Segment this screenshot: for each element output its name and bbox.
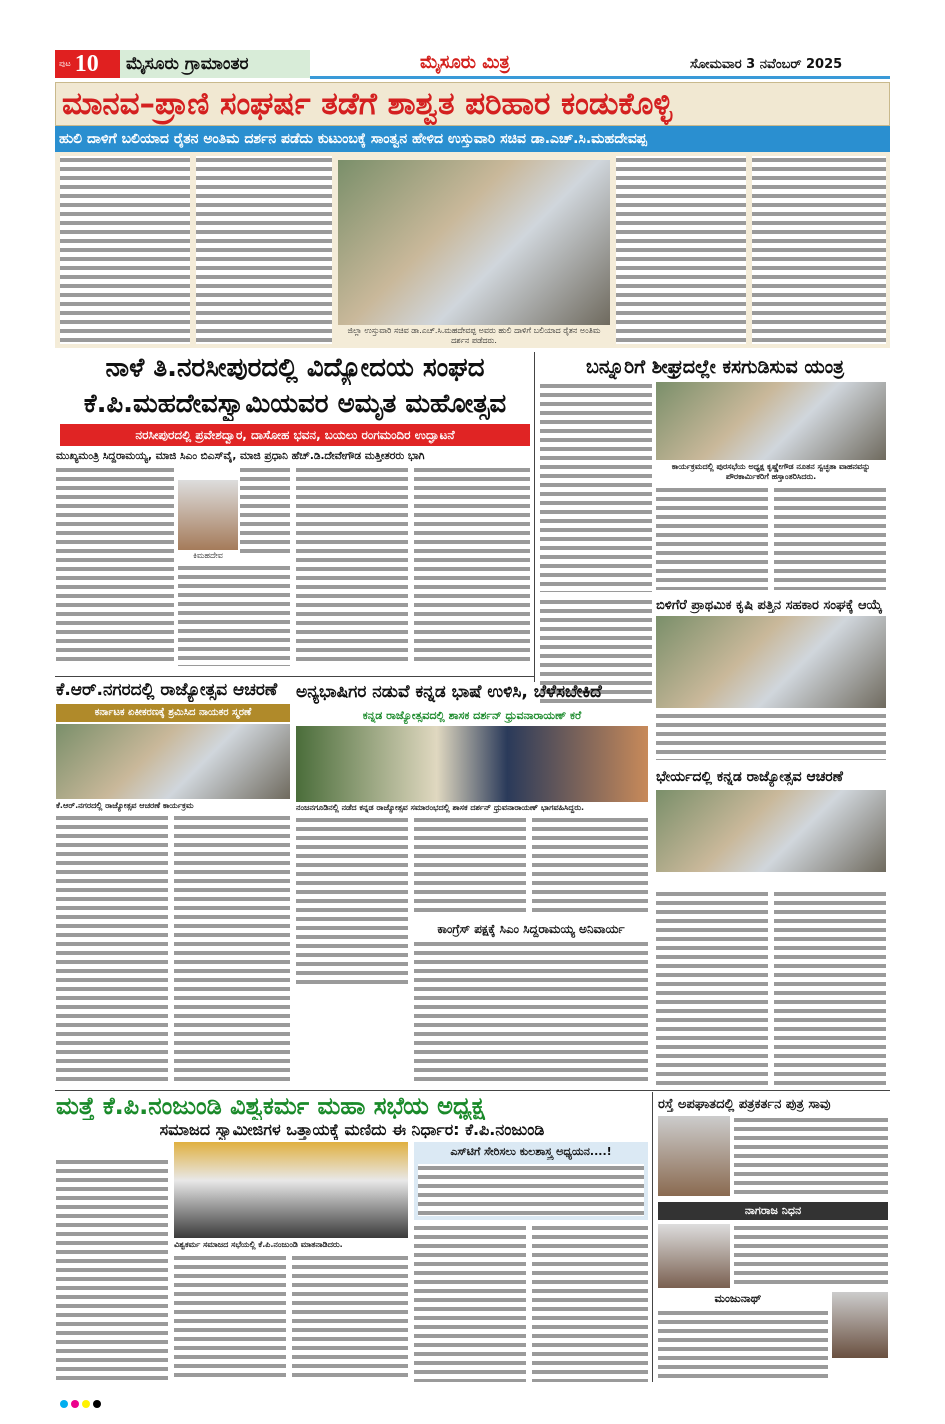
story9-col-5 xyxy=(532,1224,648,1382)
obit2-headline: ಮಂಜುನಾಥ್ xyxy=(714,1292,762,1305)
story6-col-2 xyxy=(414,816,526,916)
story6-headline: ಅನ್ಯಭಾಷಿಗರ ನಡುವೆ ಕನ್ನಡ ಭಾಷೆ ಉಳಿಸಿ, ಬೆಳೆಸಬೇಕಿದೆ xyxy=(296,682,602,702)
story6-col-1 xyxy=(296,816,408,986)
story3-col-1 xyxy=(540,382,652,592)
obit1-portrait xyxy=(658,1224,730,1288)
story6-subheadline: ಕನ್ನಡ ರಾಜ್ಯೋತ್ಸವದಲ್ಲಿ ಶಾಸಕ ದರ್ಶನ್ ಧ್ರುವನಾರಾಯಣ್ ಕರೆ xyxy=(362,709,582,722)
divider xyxy=(55,676,535,677)
obit1-body xyxy=(734,1224,888,1288)
divider xyxy=(534,352,535,682)
lead-col-4 xyxy=(616,156,746,344)
story7-col-1 xyxy=(656,890,768,1086)
story6-caption: ನಂಜನಗೂಡಿನಲ್ಲಿ ನಡೆದ ಕನ್ನಡ ರಾಜ್ಯೋತ್ಸವ ಸಮಾರಂಭದಲ್ಲಿ ಶಾಸಕ ದರ್ಶನ್ ಧ್ರುವನಾರಾಯಣ್ ಭಾಗವಹಿಸಿದ್ದರು. xyxy=(296,803,585,812)
lead-photo xyxy=(338,160,610,325)
obit2-body xyxy=(658,1309,828,1382)
lead-col-5 xyxy=(752,156,886,344)
story3-col-2 xyxy=(656,486,768,590)
story10-portrait xyxy=(658,1116,730,1196)
story2-col-3 xyxy=(296,466,408,666)
lead-subheadline: ಹುಲಿ ದಾಳಿಗೆ ಬಲಿಯಾದ ರೈತನ ಅಂತಿಮ ದರ್ಶನ ಪಡೆದು ಕುಟುಂಬಕ್ಕೆ ಸಾಂತ್ವನ ಹೇಳಿದ ಉಸ್ತುವಾರಿ ಸಚಿವ ಡಾ.ಎಚ್.ಸಿ.ಮಹದೇವಪ್ಪ xyxy=(55,126,890,152)
magenta-mark xyxy=(71,1400,79,1408)
story5-banner: ಕರ್ನಾಟಕ ಏಕೀಕರಣಕ್ಕೆ ಶ್ರಮಿಸಿದ ನಾಯಕರ ಸ್ಮರಣೆ xyxy=(56,704,290,722)
lead-headline-box xyxy=(55,82,890,126)
story4-photo xyxy=(656,616,886,708)
story2-col-1 xyxy=(56,466,174,666)
story9-col-1 xyxy=(56,1158,168,1382)
story10-headline: ರಸ್ತೆ ಅಪಘಾತದಲ್ಲಿ ಪತ್ರಕರ್ತನ ಪುತ್ರ ಸಾವು xyxy=(658,1097,831,1112)
header-rule xyxy=(310,76,890,79)
section-title: ಮೈಸೂರು ಗ್ರಾಮಾಂತರ xyxy=(120,50,310,78)
story3-photo xyxy=(656,382,886,460)
story2-portrait-caption: ಕಿಮಹದೇವ xyxy=(193,551,223,560)
story9-caption: ವಿಶ್ವಕರ್ಮ ಸಮಾಜದ ಸಭೆಯಲ್ಲಿ ಕೆ.ಪಿ.ನಂಜುಂಡಿ ಮಾತನಾಡಿದರು. xyxy=(174,1240,343,1249)
story2-kicker: ಮುಖ್ಯಮಂತ್ರಿ ಸಿದ್ದರಾಮಯ್ಯ, ಮಾಜಿ ಸಿಎಂ ಬಿಎಸ್‌ವೈ, ಮಾಜಿ ಪ್ರಧಾನಿ ಹೆಚ್.ಡಿ.ದೇವೇಗೌಡ ಮತ್ತೀತರರು ಭಾಗಿ xyxy=(56,450,425,462)
story7-headline: ಭೇರ್ಯದಲ್ಲಿ ಕನ್ನಡ ರಾಜ್ಯೋತ್ಸವ ಆಚರಣೆ xyxy=(656,769,843,785)
story2-col-2 xyxy=(240,466,290,556)
story7-photo xyxy=(656,790,886,872)
story5-headline: ಕೆ.ಆರ್.ನಗರದಲ್ಲಿ ರಾಜ್ಯೋತ್ಸವ ಆಚರಣೆ xyxy=(56,680,278,700)
story9-col-4 xyxy=(414,1224,526,1382)
page-number: 10 xyxy=(74,51,99,77)
story2-headline-2: ಕೆ.ಪಿ.ಮಹದೇವಸ್ವಾಮಿಯವರ ಅಮೃತ ಮಹೋತ್ಸವ xyxy=(83,389,507,419)
lead-headline: ಮಾನವ–ಪ್ರಾಣಿ ಸಂಘರ್ಷ ತಡೆಗೆ ಶಾಶ್ವತ ಪರಿಹಾರ ಕಂಡುಕೊಳ್ಳಿ xyxy=(62,86,673,122)
story9-col-2 xyxy=(174,1254,286,1382)
story2-col-4 xyxy=(414,466,530,666)
story2-banner: ನರಸೀಪುರದಲ್ಲಿ ಪ್ರವೇಶದ್ವಾರ, ದಾಸೋಹ ಭವನ, ಬಯಲು ರಂಗಮಂದಿರ ಉದ್ಘಾಟನೆ xyxy=(60,424,530,446)
yellow-mark xyxy=(82,1400,90,1408)
story3-col-3 xyxy=(774,486,886,590)
story9-photo xyxy=(174,1142,408,1238)
story5-col-2 xyxy=(174,814,290,1086)
story6-photo xyxy=(296,726,648,802)
story4-headline: ಬಿಳಿಗೆರೆ ಪ್ರಾಥಮಿಕ ಕೃಷಿ ಪತ್ತಿನ ಸಹಕಾರ ಸಂಘಕ್ಕೆ ಆಯ್ಕೆ xyxy=(656,598,883,613)
obit2-portrait xyxy=(832,1292,888,1358)
page-label: ಪುಟ xyxy=(59,59,71,68)
story9-subheadline: ಸಮಾಜದ ಸ್ವಾಮೀಜಿಗಳ ಒತ್ತಾಯಕ್ಕೆ ಮಣಿದು ಈ ನಿರ್ಧಾರ: ಕೆ.ಪಿ.ನಂಜುಂಡಿ xyxy=(159,1120,545,1139)
lead-col-2 xyxy=(196,156,332,344)
story4-body xyxy=(656,712,886,760)
obit1-headline: ನಾಗರಾಜ ನಿಧನ xyxy=(658,1202,888,1220)
story9-box-body xyxy=(418,1164,644,1216)
story3-headline: ಬನ್ನೂರಿಗೆ ಶೀಘ್ರದಲ್ಲೇ ಕಸಗುಡಿಸುವ ಯಂತ್ರ xyxy=(586,356,844,378)
divider xyxy=(55,1090,890,1091)
story10-body xyxy=(734,1116,888,1196)
cyan-mark xyxy=(60,1400,68,1408)
lead-caption: ಜಿಲ್ಲಾ ಉಸ್ತುವಾರಿ ಸಚಿವ ಡಾ.ಎಚ್.ಸಿ.ಮಹದೇವಪ್ಪ ಅವರು ಹುಲಿ ದಾಳಿಗೆ ಬಲಿಯಾದ ರೈತನ ಅಂತಿಮ ದರ್ಶನ ಪಡೆದರು. xyxy=(347,326,601,345)
divider xyxy=(652,1092,653,1382)
story6-col-3 xyxy=(532,816,648,916)
story9-col-3 xyxy=(292,1254,408,1382)
story8-body xyxy=(414,940,648,1086)
paper-name-logo: ಮೈಸೂರು ಮಿತ್ರ xyxy=(420,52,510,73)
page-number-badge xyxy=(55,50,120,78)
story2-portrait xyxy=(178,480,238,550)
story2-col-2b xyxy=(178,564,290,666)
story9-box xyxy=(414,1142,648,1220)
story2-headline-1: ನಾಳೆ ತಿ.ನರಸೀಪುರದಲ್ಲಿ ವಿದ್ಯೋದಯ ಸಂಘದ xyxy=(105,353,485,383)
story5-caption: ಕೆ.ಆರ್.ನಗರದಲ್ಲಿ ರಾಜ್ಯೋತ್ಸವ ಆಚರಣೆ ಕಾರ್ಯಕ್ರಮ xyxy=(56,801,194,810)
story3-caption: ಕಾರ್ಯಕ್ರಮದಲ್ಲಿ ಪುರಸಭೆಯ ಅಧ್ಯಕ್ಷ ಕೃಷ್ಣೇಗೌಡ ನೂತನ ಸ್ವಚ್ಛತಾ ವಾಹನವನ್ನು ಪೌರಕಾರ್ಮಿಕರಿಗೆ ಹಸ್ತಾಂತರಿಸಿದರು. xyxy=(671,462,871,481)
registration-marks xyxy=(60,1400,101,1408)
black-mark xyxy=(93,1400,101,1408)
story8-headline: ಕಾಂಗ್ರೆಸ್ ಪಕ್ಷಕ್ಕೆ ಸಿಎಂ ಸಿದ್ದರಾಮಯ್ಯ ಅನಿವಾರ್ಯ xyxy=(437,922,625,936)
lead-col-1 xyxy=(60,156,190,344)
story5-photo xyxy=(56,724,290,799)
story9-headline: ಮತ್ತೆ ಕೆ.ಪಿ.ನಂಜುಂಡಿ ವಿಶ್ವಕರ್ಮ ಮಹಾ ಸಭೆಯ ಅಧ್ಯಕ್ಷ xyxy=(56,1092,485,1120)
date: ಸೋಮವಾರ 3 ನವೆಂಬರ್ 2025 xyxy=(690,57,843,72)
story7-col-2 xyxy=(774,890,886,1086)
story5-col-1 xyxy=(56,814,168,1086)
story9-box-title: ಎಸ್‌ಟಿಗೆ ಸೇರಿಸಲು ಕುಲಶಾಸ್ತ್ರ ಅಧ್ಯಯನ....! xyxy=(450,1145,612,1158)
